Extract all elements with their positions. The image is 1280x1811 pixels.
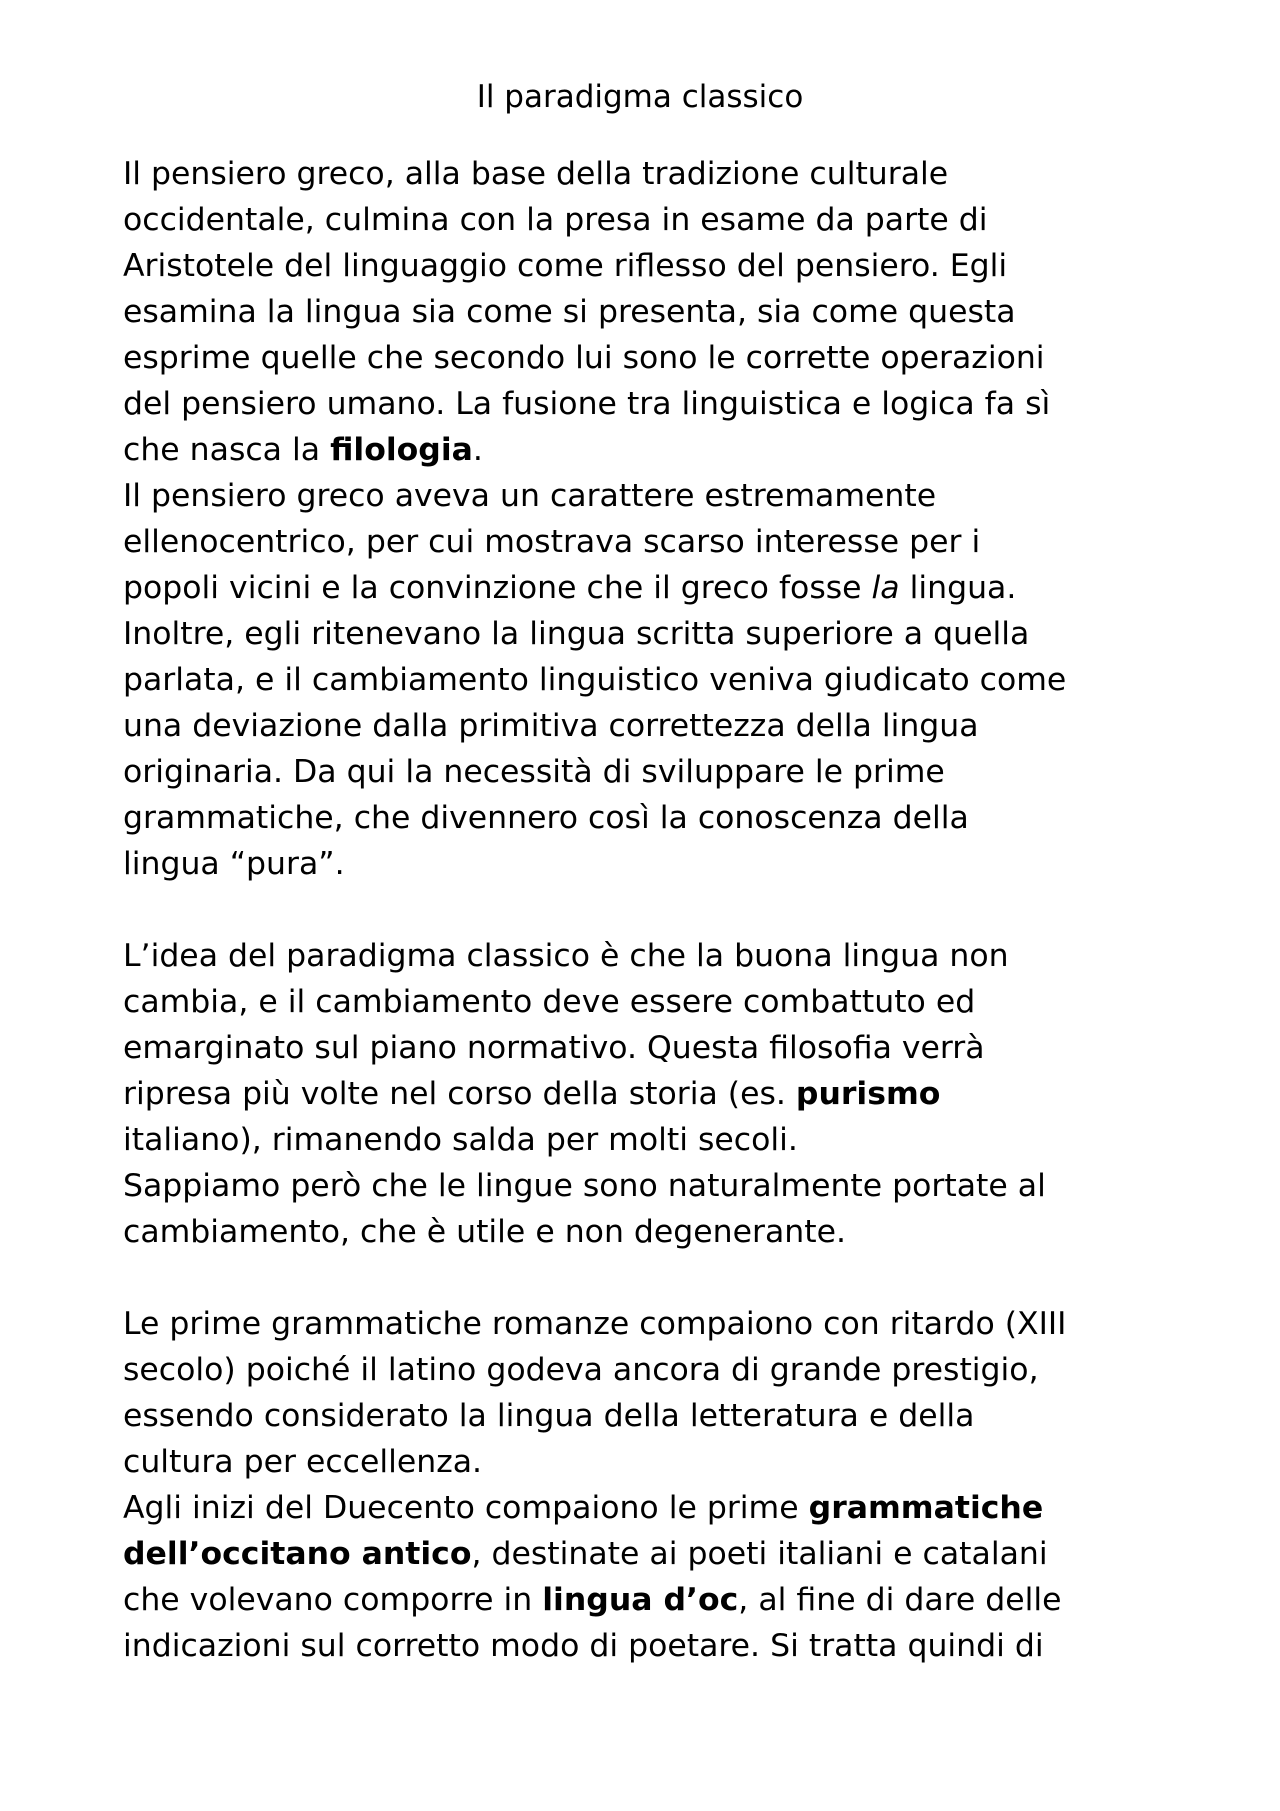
text-segment: Le prime grammatiche romanze compaiono con ritardo (XIII [123,1306,1067,1342]
text-segment: esamina la lingua sia come si presenta, sia come questa [123,294,1016,330]
text-line [123,1485,1043,1531]
text-segment: originaria. Da qui la necessità di sviluppare le prime [123,754,945,790]
text-segment: Sappiamo però che le lingue sono naturalmente portate al [123,1168,1046,1204]
text-line [123,979,975,1025]
text-line [123,151,948,197]
text-line [123,1209,846,1255]
text-segment: cambiamento, che è utile e non degenerante. [123,1214,846,1250]
text-segment: che nasca la [123,432,331,468]
page-title: Il paradigma classico [476,79,804,115]
text-line [123,1623,1044,1669]
text-segment: che volevano comporre in [123,1582,543,1618]
text-segment: grammatiche, che divennero così la conoscenza della [123,800,969,836]
text-line [123,565,1016,611]
text-segment: lingua “pura”. [123,846,345,882]
text-segment: una deviazione dalla primitiva correttezza della lingua [123,708,979,744]
text-line [123,657,1066,703]
text-line [123,933,1009,979]
text-segment: Agli inizi del Duecento compaiono le prime [123,1490,809,1526]
text-line [123,1577,1062,1623]
text-line [123,335,1045,381]
text-segment: emarginato sul piano normativo. Questa filosofia verrà [123,1030,985,1066]
text-segment: . [472,432,483,468]
text-segment: occidentale, culmina con la presa in esame da parte di [123,202,988,238]
text-segment: Il pensiero greco, alla base della tradizione culturale [123,156,949,192]
text-segment: del pensiero umano. La fusione tra linguistica e logica fa sì [123,386,1051,422]
text-line [123,703,979,749]
italic-term: la [871,570,900,606]
text-line [123,795,969,841]
text-line [123,841,345,887]
text-segment: lingua. [899,570,1017,606]
text-line [123,1025,985,1071]
text-line [123,749,945,795]
text-segment: Il pensiero greco aveva un carattere estremamente [123,478,937,514]
bold-term: filologia [330,432,473,468]
text-segment: secolo) poiché il latino godeva ancora di grande prestigio, [123,1352,1039,1388]
text-segment: essendo considerato la lingua della letteratura e della [123,1398,975,1434]
text-segment: ellenocentrico, per cui mostrava scarso interesse per i [123,524,981,560]
text-segment: , al fine di dare delle [738,1582,1062,1618]
bold-term: purismo [795,1076,941,1112]
text-segment: indicazioni sul corretto modo di poetare. Si tratta quindi di [123,1628,1044,1664]
text-segment: popoli vicini e la convinzione che il greco fosse [123,570,872,606]
text-line [123,1117,798,1163]
text-line [123,1531,1048,1577]
bold-term: lingua d’oc [542,1582,739,1618]
text-line [123,1439,482,1485]
text-segment: italiano), rimanendo salda per molti secoli. [123,1122,798,1158]
text-line [123,473,936,519]
text-segment: , destinate ai poeti italiani e catalani [471,1536,1048,1572]
text-segment: ripresa più volte nel corso della storia (es. [123,1076,796,1112]
bold-term: grammatiche [808,1490,1044,1526]
text-line [123,427,483,473]
text-segment: Inoltre, egli ritenevano la lingua scritta superiore a quella [123,616,1030,652]
text-line [123,519,980,565]
text-line [123,197,988,243]
text-segment: cambia, e il cambiamento deve essere combattuto ed [123,984,976,1020]
text-line [123,1163,1046,1209]
text-line [123,1071,940,1117]
text-line [123,1393,974,1439]
text-segment: L’idea del paradigma classico è che la buona lingua non [123,938,1009,974]
text-line [123,611,1029,657]
bold-term: dell’occitano antico [123,1536,472,1572]
text-segment: esprime quelle che secondo lui sono le corrette operazioni [123,340,1045,376]
text-line [123,243,1007,289]
text-line [123,1347,1039,1393]
text-segment: cultura per eccellenza. [123,1444,483,1480]
text-line [123,289,1016,335]
text-segment: Aristotele del linguaggio come riflesso del pensiero. Egli [123,248,1008,284]
text-line [123,1301,1066,1347]
text-segment: parlata, e il cambiamento linguistico veniva giudicato come [123,662,1067,698]
text-line [123,381,1050,427]
